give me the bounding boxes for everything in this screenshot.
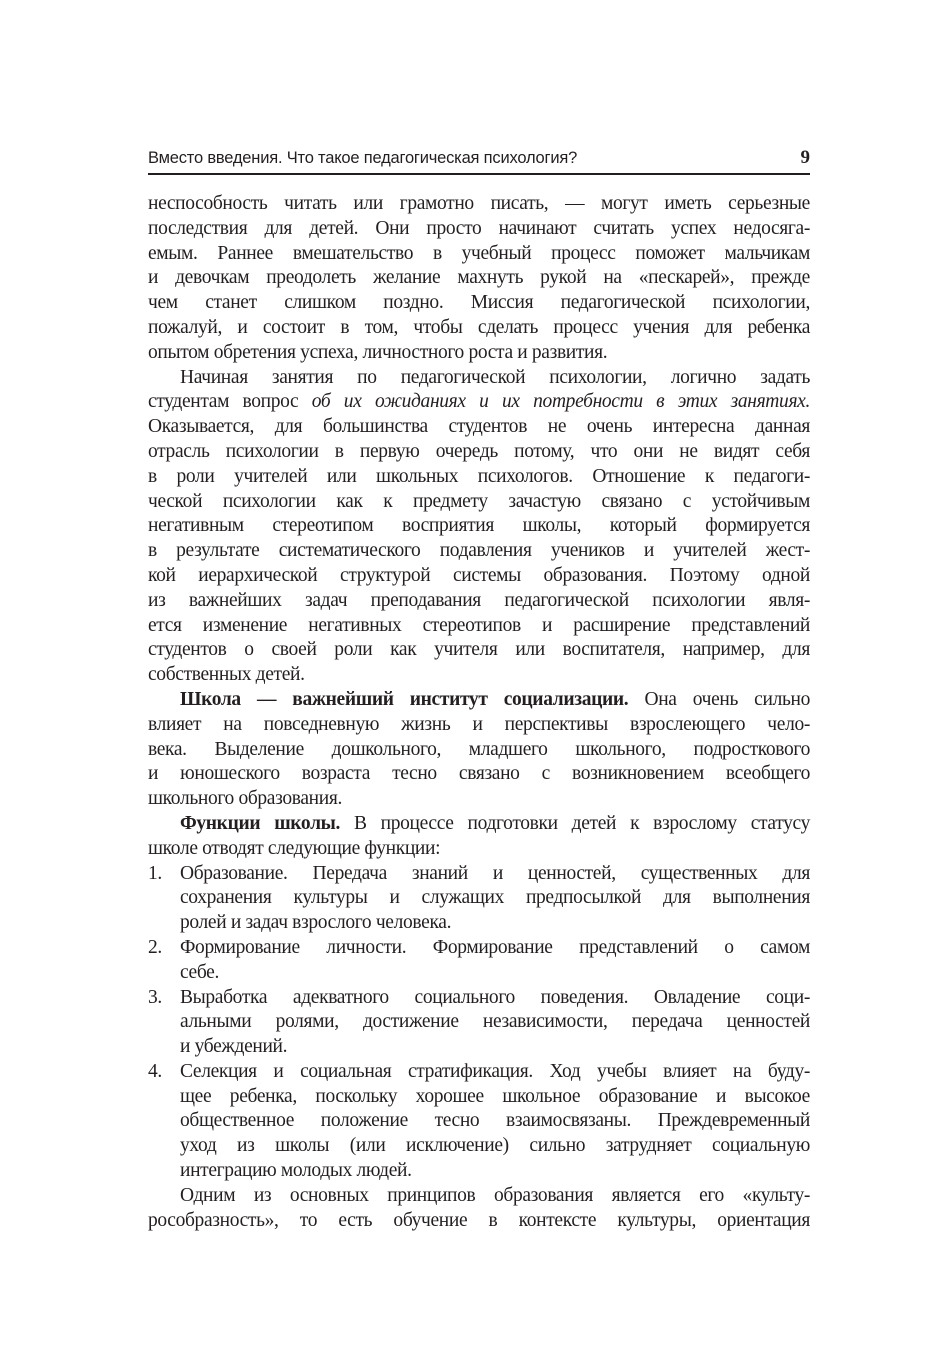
paragraph [148, 192, 810, 366]
text-line: кой иерархической структурой системы образования. Поэтому одной [148, 564, 810, 586]
paragraph [148, 688, 810, 812]
bold-run-in-heading: Функции школы. [180, 812, 341, 834]
text-line: опытом обретения успеха, личностного роста и развития. [148, 341, 608, 363]
text-line: рособразность», то есть обучение в контексте культуры, ориентация [148, 1209, 810, 1231]
list-number: 1. [148, 862, 162, 884]
text-run: студентам вопрос [148, 391, 312, 413]
text-line [148, 688, 810, 713]
text-line: Формирование личности. Формирование представлений о самом [180, 936, 810, 958]
text-run: Она очень сильно [628, 688, 810, 710]
text-line: сохранения культуры и служащих предпосылкой для выполнения [180, 887, 810, 909]
text-line [148, 812, 810, 837]
running-header [148, 147, 810, 175]
text-line: негативным стереотипом восприятия школы, который формируется [148, 515, 810, 537]
text-line: и убеждений. [180, 1036, 288, 1058]
list-item [148, 986, 810, 1060]
text-line: Селекция и социальная стратификация. Ход учебы влияет на буду- [180, 1060, 810, 1082]
text-line: пожалуй, и состоит в том, чтобы сделать процесс учения для ребенка [148, 316, 810, 338]
text-line: отрасль психологии в первую очередь потому, что они не видят себя [148, 440, 810, 462]
text-line: ролей и задач взрослого человека. [180, 912, 452, 934]
text-line: Одним из основных принципов образования является его «культу- [180, 1184, 810, 1206]
text-line: и девочкам преодолеть желание махнуть рукой на «пескарей», прежде [148, 267, 810, 289]
text-line: себе. [180, 961, 219, 983]
italic-emphasis: об их ожиданиях и их потребности в этих занятиях. [311, 391, 810, 413]
text-line: века. Выделение дошкольного, младшего школьного, подросткового [148, 738, 810, 760]
paragraph [148, 366, 810, 688]
text-line: в результате систематического подавления учеников и учителей жест- [148, 540, 810, 562]
list-number: 3. [148, 986, 162, 1008]
text-line: влияет на повседневную жизнь и перспективы взрослеющего чело- [148, 713, 810, 735]
text-line: щее ребенка, поскольку хорошее школьное образование и высокое [180, 1085, 810, 1107]
text-line: общественное положение тесно взаимосвязаны. Преждевременный [180, 1110, 810, 1132]
text-line: ется изменение негативных стереотипов и расширение представлений [148, 614, 810, 636]
text-line: студентов о своей роли как учителя или воспитателя, например, для [148, 639, 810, 661]
text-line: последствия для детей. Они просто начинают считать успех недосяга- [148, 217, 810, 239]
paragraph [148, 1184, 810, 1234]
text-line: уход из школы (или исключение) сильно затрудняет социальную [180, 1135, 810, 1157]
text-line: альными ролями, достижение независимости, передача ценностей [180, 1011, 810, 1033]
text-line: Оказывается, для большинства студентов не очень интересна данная [148, 416, 810, 438]
text-line: в роли учителей или школьных психологов. Отношение к педагоги- [148, 465, 810, 487]
bold-run-in-heading: Школа — важнейший институт социализации. [180, 688, 629, 710]
text-line: школьного образования. [148, 788, 342, 810]
page-number: 9 [800, 147, 810, 168]
text-line: школе отводят следующие функции: [148, 837, 441, 859]
text-line: Начиная занятия по педагогической психологии, логично задать [180, 366, 810, 388]
list-item [148, 862, 810, 936]
running-header-title: Вместо введения. Что такое педагогическая психология? [148, 149, 578, 167]
text-run: В процессе подготовки детей к взрослому статусу [340, 812, 810, 834]
list-number: 2. [148, 936, 162, 958]
paragraph [148, 812, 810, 862]
text-line: неспособность читать или грамотно писать, — могут иметь серьезные [148, 193, 810, 214]
text-line: собственных детей. [148, 664, 305, 686]
text-line: ческой психологии как к предмету зачастую связано с устойчивым [148, 490, 810, 512]
text-line: чем станет слишком поздно. Миссия педагогической психологии, [148, 292, 810, 314]
text-line: Выработка адекватного социального поведения. Овладение соци- [180, 986, 810, 1008]
text-line: Образование. Передача знаний и ценностей, существенных для [180, 862, 810, 884]
list-item [148, 1060, 810, 1184]
list-item [148, 936, 810, 986]
text-line: и юношеского возраста тесно связано с возникновением всеобщего [148, 763, 810, 785]
list-number: 4. [148, 1060, 162, 1082]
text-line: из важнейших задач преподавания педагогической психологии явля- [148, 589, 810, 611]
text-line [148, 390, 810, 415]
page-body [148, 192, 810, 1233]
text-line: интеграцию молодых людей. [180, 1160, 412, 1182]
text-line: емым. Раннее вмешательство в учебный процесс поможет мальчикам [148, 242, 810, 264]
